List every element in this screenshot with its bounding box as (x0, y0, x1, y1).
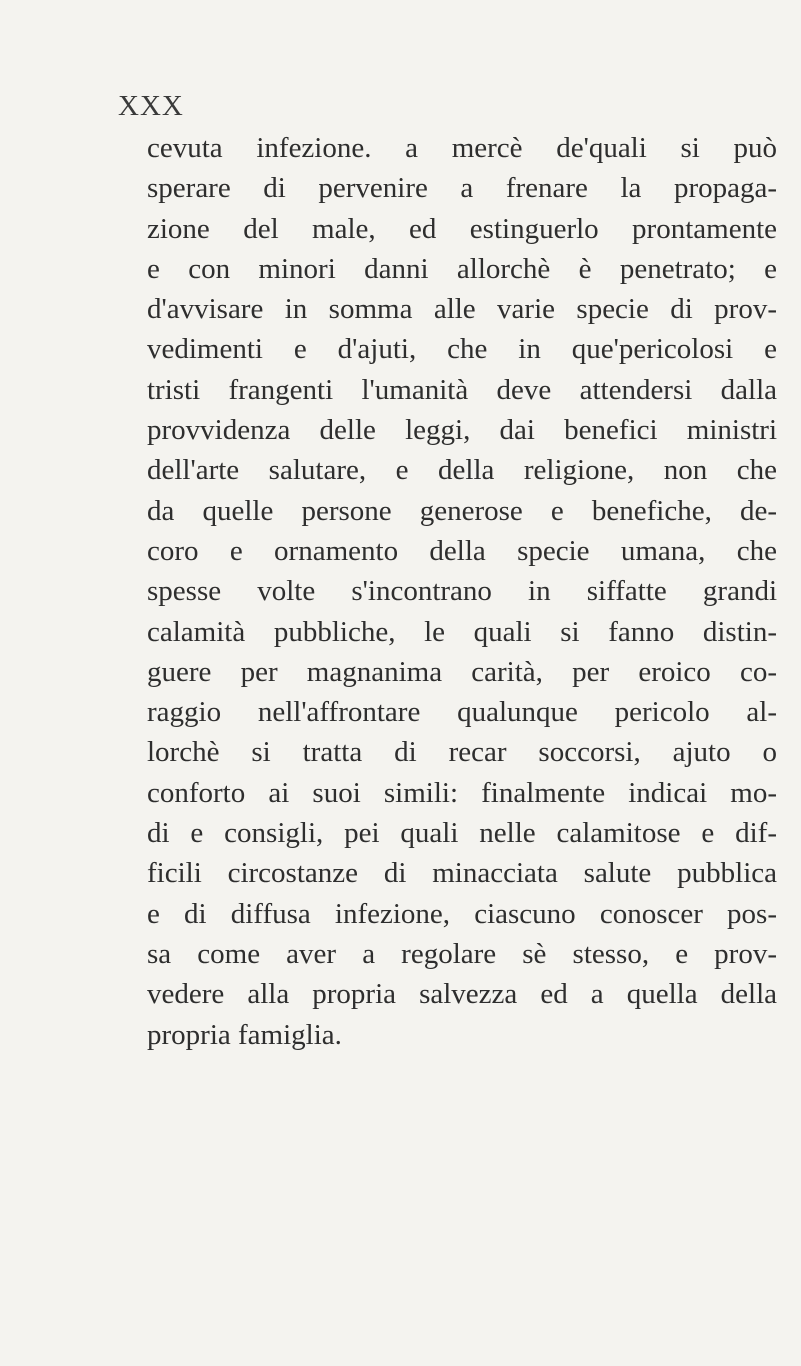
text-line: e di diffusa infezione, ciascuno conoscer pos- (147, 897, 777, 930)
text-line: spesse volte s'incontrano in siffatte grandi (147, 575, 777, 608)
text-line: conforto ai suoi simili: finalmente indicai mo- (147, 776, 777, 809)
text-line: dell'arte salutare, e della religione, non che (147, 454, 777, 487)
text-line: propria famiglia. (147, 1018, 342, 1051)
text-line: calamità pubbliche, le quali si fanno distin- (147, 615, 777, 648)
text-line: guere per magnanima carità, per eroico co- (147, 655, 777, 688)
text-line: provvidenza delle leggi, dai benefici ministri (147, 414, 777, 447)
page-number: XXX (118, 90, 184, 122)
text-line: tristi frangenti l'umanità deve attendersi dalla (147, 373, 777, 406)
body-text (147, 128, 777, 1055)
text-line: ficili circostanze di minacciata salute pubblica (147, 857, 777, 890)
text-line: da quelle persone generose e benefiche, de- (147, 494, 777, 527)
text-line: vedimenti e d'ajuti, che in que'pericolosi e (147, 333, 777, 366)
text-line: raggio nell'affrontare qualunque pericolo al- (147, 696, 777, 729)
text-line: d'avvisare in somma alle varie specie di prov- (147, 293, 777, 326)
text-line: zione del male, ed estinguerlo prontamente (147, 212, 777, 245)
text-line: lorchè si tratta di recar soccorsi, ajuto o (147, 736, 777, 769)
text-line: vedere alla propria salvezza ed a quella della (147, 978, 777, 1011)
text-line: e con minori danni allorchè è penetrato; e (147, 252, 777, 285)
text-line: sperare di pervenire a frenare la propaga- (147, 172, 777, 205)
text-line: cevuta infezione. a mercè de'quali si può (147, 132, 777, 164)
text-line: sa come aver a regolare sè stesso, e prov- (147, 937, 777, 970)
text-line: di e consigli, pei quali nelle calamitose e dif- (147, 817, 777, 850)
text-line: coro e ornamento della specie umana, che (147, 534, 777, 567)
